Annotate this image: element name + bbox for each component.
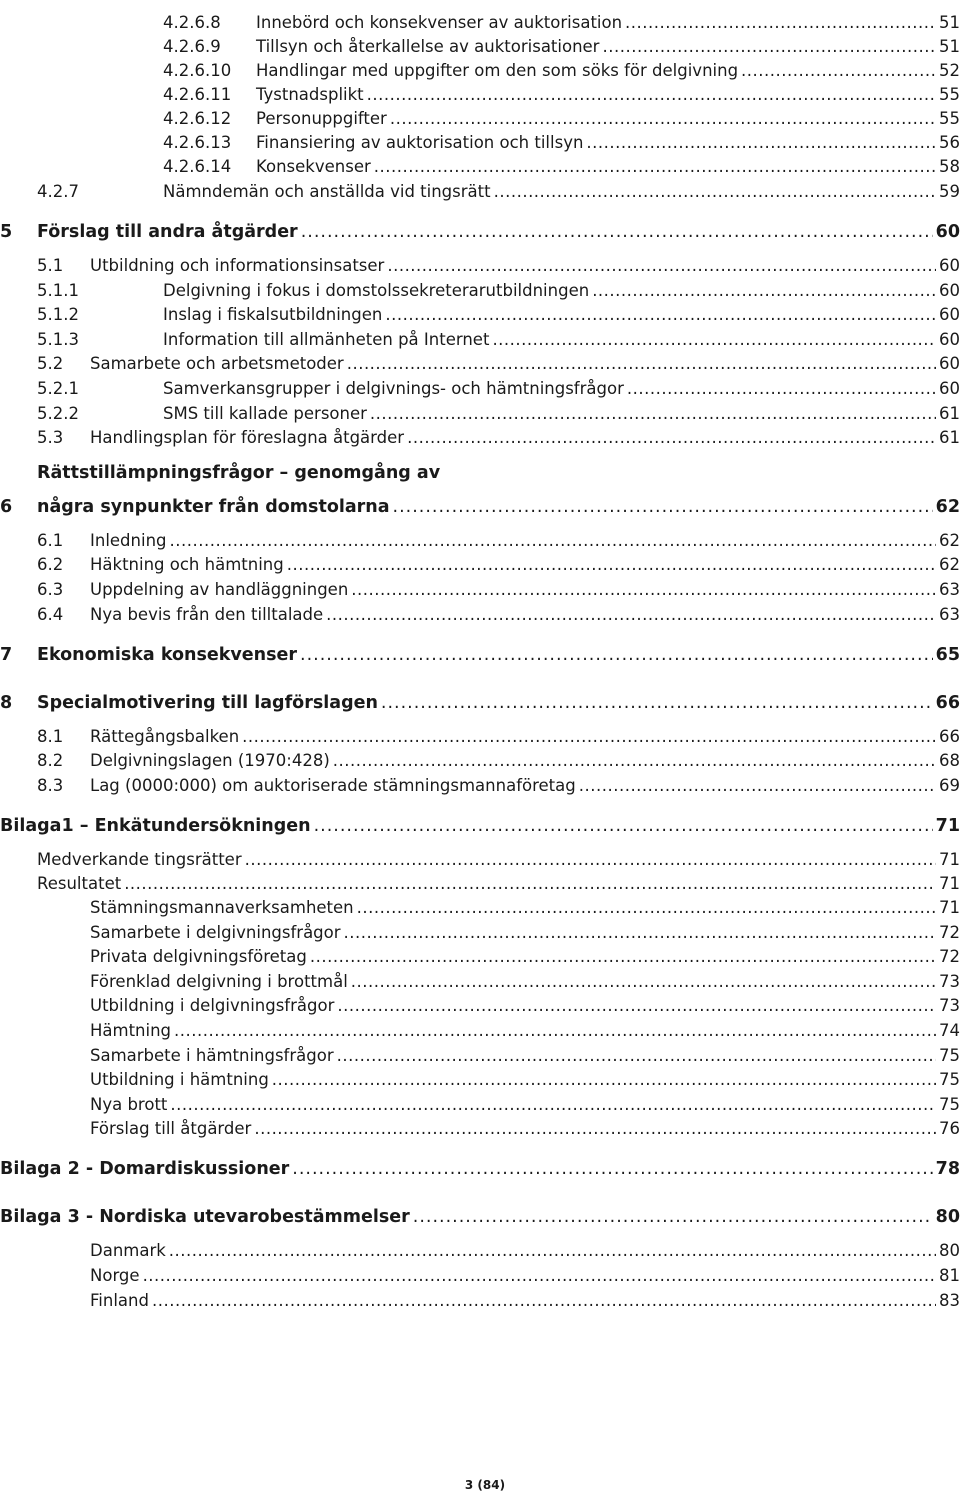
- toc-entry[interactable]: [37, 281, 960, 300]
- toc-dot-leader: [381, 693, 933, 713]
- toc-entry-page: 60: [939, 281, 960, 300]
- toc-entry[interactable]: [90, 1241, 960, 1260]
- toc-entry-title: SMS till kallade personer: [163, 404, 367, 423]
- toc-entry-title: Utbildning i hämtning: [90, 1070, 269, 1089]
- toc-entry-title: Hämtning: [90, 1021, 172, 1040]
- toc-entry-number: 7: [0, 645, 13, 665]
- toc-entry-title: Samarbete i delgivningsfrågor: [90, 923, 341, 942]
- toc-entry[interactable]: [37, 330, 960, 349]
- toc-entry[interactable]: [0, 645, 960, 665]
- toc-entry-page: 52: [939, 61, 960, 80]
- toc-entry-number: 4.2.6.10: [163, 61, 232, 80]
- toc-entry[interactable]: [90, 1021, 960, 1040]
- toc-entry[interactable]: [163, 157, 960, 176]
- toc-entry-title: Förenklad delgivning i brottmål: [90, 972, 348, 991]
- toc-entry-page: 62: [935, 497, 960, 517]
- toc-entry-page: 61: [939, 428, 960, 447]
- toc-entry-page: 65: [935, 645, 960, 665]
- toc-entry[interactable]: [37, 428, 960, 447]
- toc-dot-leader: [344, 923, 936, 942]
- toc-entry-number: 4.2.6.14: [163, 157, 232, 176]
- toc-entry[interactable]: [90, 1070, 960, 1089]
- toc-entry[interactable]: [163, 37, 960, 56]
- toc-dot-leader: [292, 1159, 932, 1179]
- toc-dot-leader: [370, 404, 936, 423]
- toc-entry-page: 60: [935, 222, 960, 242]
- toc-entry[interactable]: [37, 751, 960, 770]
- toc-dot-leader: [602, 37, 936, 56]
- toc-entry-page: 72: [939, 947, 960, 966]
- toc-entry-title: Handlingar med uppgifter om den som söks för delgivning: [256, 61, 739, 80]
- toc-entry-title: Inledning: [90, 531, 167, 550]
- toc-dot-leader: [579, 776, 936, 795]
- toc-entry[interactable]: [37, 305, 960, 324]
- toc-entry[interactable]: [90, 923, 960, 942]
- toc-entry-number: 5: [0, 222, 13, 242]
- toc-entry-number: 6.1: [37, 531, 64, 550]
- toc-entry-page: 63: [939, 580, 960, 599]
- toc-entry-page: 81: [939, 1266, 960, 1285]
- toc-entry[interactable]: [90, 1291, 960, 1310]
- toc-dot-leader: [592, 281, 936, 300]
- toc-entry-title: Delgivningslagen (1970:428): [90, 751, 330, 770]
- toc-entry-title: Inslag i fiskalsutbildningen: [163, 305, 383, 324]
- toc-entry-number: 4.2.6.9: [163, 37, 221, 56]
- toc-entry-title: Innebörd och konsekvenser av auktorisation: [256, 13, 623, 32]
- toc-entry-title: Nya brott: [90, 1095, 168, 1114]
- toc-dot-leader: [314, 816, 933, 836]
- toc-dot-leader: [174, 1021, 936, 1040]
- toc-entry[interactable]: [90, 947, 960, 966]
- toc-dot-leader: [170, 531, 936, 550]
- toc-entry-number: 8.2: [37, 751, 64, 770]
- toc-entry-title: Häktning och hämtning: [90, 555, 284, 574]
- toc-entry-title: Information till allmänheten på Internet: [163, 330, 490, 349]
- toc-dot-leader: [492, 330, 936, 349]
- toc-entry-number: 4.2.6.11: [163, 85, 232, 104]
- toc-entry-title: Rättegångsbalken: [90, 727, 240, 746]
- page-number: 3 (84): [464, 1478, 506, 1492]
- toc-entry-page: 74: [939, 1021, 960, 1040]
- toc-heading-line1: Rättstillämpningsfrågor – genomgång av: [37, 463, 441, 483]
- toc-dot-leader: [347, 354, 936, 373]
- toc-dot-leader: [407, 428, 936, 447]
- toc-entry-page: 55: [939, 85, 960, 104]
- toc-entry-title: Stämningsmannaverksamheten: [90, 898, 354, 917]
- toc-entry-title: Uppdelning av handläggningen: [90, 580, 349, 599]
- toc-entry-title: Specialmotivering till lagförslagen: [37, 693, 378, 713]
- toc-entry-number: 4.2.6.12: [163, 109, 232, 128]
- toc-entry-title: Samverkansgrupper i delgivnings- och hämtningsfrågor: [163, 379, 624, 398]
- toc-entry-title: Privata delgivningsföretag: [90, 947, 307, 966]
- toc-dot-leader: [494, 182, 936, 201]
- toc-entry[interactable]: [163, 85, 960, 104]
- toc-dot-leader: [367, 85, 936, 104]
- toc-entry-page: 66: [939, 727, 960, 746]
- toc-entry-title: Medverkande tingsrätter: [37, 850, 242, 869]
- toc-dot-leader: [143, 1266, 936, 1285]
- toc-entry-page: 55: [939, 109, 960, 128]
- toc-dot-leader: [170, 1095, 936, 1114]
- toc-dot-leader: [586, 133, 936, 152]
- toc-entry[interactable]: [0, 497, 960, 517]
- toc-entry[interactable]: [37, 379, 960, 398]
- toc-entry-page: 66: [935, 693, 960, 713]
- toc-entry-page: 75: [939, 1095, 960, 1114]
- toc-dot-leader: [310, 947, 936, 966]
- toc-entry-title: några synpunkter från domstolarna: [37, 497, 390, 517]
- toc-entry-number: 5.1.1: [37, 281, 79, 300]
- toc-dot-leader: [301, 222, 933, 242]
- toc-entry-page: 76: [939, 1119, 960, 1138]
- toc-entry-number: 8.3: [37, 776, 64, 795]
- toc-entry-page: 73: [939, 996, 960, 1015]
- toc-entry-page: 83: [939, 1291, 960, 1310]
- toc-entry-title: Ekonomiska konsekvenser: [37, 645, 298, 665]
- toc-entry[interactable]: [0, 816, 960, 836]
- toc-entry-page: 71: [935, 816, 960, 836]
- toc-entry-title: Finland: [90, 1291, 149, 1310]
- toc-entry[interactable]: [37, 580, 960, 599]
- toc-entry-title: Tillsyn och återkallelse av auktorisationer: [256, 37, 600, 56]
- toc-entry-title: Förslag till andra åtgärder: [37, 222, 298, 242]
- toc-entry[interactable]: [163, 61, 960, 80]
- page-footer: [0, 1478, 960, 1492]
- toc-dot-leader: [374, 157, 936, 176]
- toc-entry-page: 62: [939, 531, 960, 550]
- toc-entry-number: 4.2.7: [37, 182, 79, 201]
- toc-entry-page: 68: [939, 751, 960, 770]
- toc-entry[interactable]: [90, 1095, 960, 1114]
- toc-entry-page: 80: [939, 1241, 960, 1260]
- toc-entry-number: 4.2.6.8: [163, 13, 221, 32]
- toc-dot-leader: [351, 972, 936, 991]
- toc-entry-number: 5.1.2: [37, 305, 79, 324]
- toc-dot-leader: [300, 645, 933, 665]
- toc-entry[interactable]: [37, 727, 960, 746]
- toc-entry[interactable]: [90, 1119, 960, 1138]
- toc-dot-leader: [351, 580, 936, 599]
- toc-dot-leader: [242, 727, 936, 746]
- toc-entry-number: 6.3: [37, 580, 64, 599]
- toc-entry-title: Förslag till åtgärder: [90, 1119, 252, 1138]
- toc-entry-page: 71: [939, 898, 960, 917]
- toc-entry-title: Norge: [90, 1266, 140, 1285]
- toc-dot-leader: [627, 379, 936, 398]
- toc-entry-number: 5.2.2: [37, 404, 79, 423]
- toc-entry[interactable]: [37, 256, 960, 275]
- toc-entry-title: Samarbete och arbetsmetoder: [90, 354, 344, 373]
- toc-entry-title: Utbildning i delgivningsfrågor: [90, 996, 335, 1015]
- toc-entry-page: 71: [939, 850, 960, 869]
- toc-entry[interactable]: [0, 1207, 960, 1227]
- toc-entry-page: 51: [939, 37, 960, 56]
- toc-entry[interactable]: [37, 354, 960, 373]
- toc-entry[interactable]: [90, 898, 960, 917]
- toc-entry-page: 61: [939, 404, 960, 423]
- toc-entry-title: Finansiering av auktorisation och tillsyn: [256, 133, 584, 152]
- toc-dot-leader: [254, 1119, 936, 1138]
- toc-entry[interactable]: [163, 133, 960, 152]
- toc-entry[interactable]: [163, 109, 960, 128]
- toc-dot-leader: [287, 555, 936, 574]
- toc-entry-page: 73: [939, 972, 960, 991]
- toc-dot-leader: [385, 305, 936, 324]
- toc-entry-title: Bilaga 3 - Nordiska utevarobestämmelser: [0, 1207, 410, 1227]
- toc-entry-number: 8: [0, 693, 13, 713]
- toc-entry-page: 59: [939, 182, 960, 201]
- toc-entry-title: Lag (0000:000) om auktoriserade stämningsmannaföretag: [90, 776, 576, 795]
- toc-dot-leader: [393, 497, 933, 517]
- toc-entry-number: 5.1: [37, 256, 64, 275]
- toc-entry-title: Bilaga1 – Enkätundersökningen: [0, 816, 311, 836]
- toc-entry-title: Handlingsplan för föreslagna åtgärder: [90, 428, 405, 447]
- toc-entry[interactable]: [90, 996, 960, 1015]
- toc-entry-page: 56: [939, 133, 960, 152]
- toc-entry[interactable]: [37, 182, 960, 201]
- toc-entry-page: 78: [935, 1159, 960, 1179]
- toc-dot-leader: [333, 751, 936, 770]
- toc-entry-page: 60: [939, 256, 960, 275]
- toc-entry-number: 5.2.1: [37, 379, 79, 398]
- toc-entry-title: Konsekvenser: [256, 157, 371, 176]
- toc-entry-number: 5.3: [37, 428, 64, 447]
- toc-entry[interactable]: [37, 605, 960, 624]
- toc-entry-title: Delgivning i fokus i domstolssekreterarutbildningen: [163, 281, 590, 300]
- toc-entry-page: 63: [939, 605, 960, 624]
- toc-dot-leader: [741, 61, 936, 80]
- toc-entry-title: Nya bevis från den tilltalade: [90, 605, 324, 624]
- toc-entry-title: Bilaga 2 - Domardiskussioner: [0, 1159, 290, 1179]
- toc-entry-page: 60: [939, 379, 960, 398]
- toc-entry-page: 60: [939, 330, 960, 349]
- toc-entry-page: 71: [939, 874, 960, 893]
- toc-entry[interactable]: [37, 555, 960, 574]
- toc-entry-page: 75: [939, 1046, 960, 1065]
- toc-entry-page: 60: [939, 305, 960, 324]
- toc-entry[interactable]: [37, 850, 960, 869]
- toc-entry[interactable]: [0, 1159, 960, 1179]
- toc-entry-number: 8.1: [37, 727, 64, 746]
- toc-entry-title: Danmark: [90, 1241, 166, 1260]
- toc-entry-page: 58: [939, 157, 960, 176]
- toc-entry[interactable]: [163, 13, 960, 32]
- toc-dot-leader: [124, 874, 936, 893]
- toc-entry[interactable]: [37, 874, 960, 893]
- toc-entry[interactable]: [90, 972, 960, 991]
- toc-entry[interactable]: [0, 693, 960, 713]
- toc-entry-page: 80: [935, 1207, 960, 1227]
- toc-entry-number: 4.2.6.13: [163, 133, 232, 152]
- toc-entry-page: 51: [939, 13, 960, 32]
- toc-dot-leader: [272, 1070, 936, 1089]
- toc-entry[interactable]: [37, 404, 960, 423]
- toc-dot-leader: [169, 1241, 936, 1260]
- toc-dot-leader: [326, 605, 936, 624]
- toc-entry-title: Utbildning och informationsinsatser: [90, 256, 385, 275]
- toc-entry-title: Samarbete i hämtningsfrågor: [90, 1046, 334, 1065]
- toc-entry-title: Tystnadsplikt: [256, 85, 364, 104]
- toc-entry-page: 72: [939, 923, 960, 942]
- toc-dot-leader: [245, 850, 936, 869]
- toc-entry[interactable]: [37, 776, 960, 795]
- toc-entry-title: Personuppgifter: [256, 109, 387, 128]
- toc-entry-number: 6.2: [37, 555, 64, 574]
- toc-entry[interactable]: [90, 1266, 960, 1285]
- toc-entry-title: Nämndemän och anställda vid tingsrätt: [163, 182, 491, 201]
- toc-entry-number: 6: [0, 497, 13, 517]
- toc-dot-leader: [337, 996, 936, 1015]
- toc-dot-leader: [337, 1046, 936, 1065]
- toc-entry-page: 75: [939, 1070, 960, 1089]
- toc-dot-leader: [625, 13, 936, 32]
- toc-entry[interactable]: [37, 531, 960, 550]
- toc-entry-page: 60: [939, 354, 960, 373]
- toc-dot-leader: [387, 256, 936, 275]
- toc-entry-number: 6.4: [37, 605, 64, 624]
- toc-entry-page: 69: [939, 776, 960, 795]
- toc-entry-title: Resultatet: [37, 874, 122, 893]
- toc-dot-leader: [152, 1291, 936, 1310]
- toc-entry[interactable]: [90, 1046, 960, 1065]
- toc-entry-page: 62: [939, 555, 960, 574]
- toc-dot-leader: [390, 109, 936, 128]
- toc-dot-leader: [413, 1207, 933, 1227]
- toc-entry-number: 5.1.3: [37, 330, 79, 349]
- toc-entry[interactable]: [0, 222, 960, 242]
- toc-dot-leader: [357, 898, 936, 917]
- toc-entry-number: 5.2: [37, 354, 64, 373]
